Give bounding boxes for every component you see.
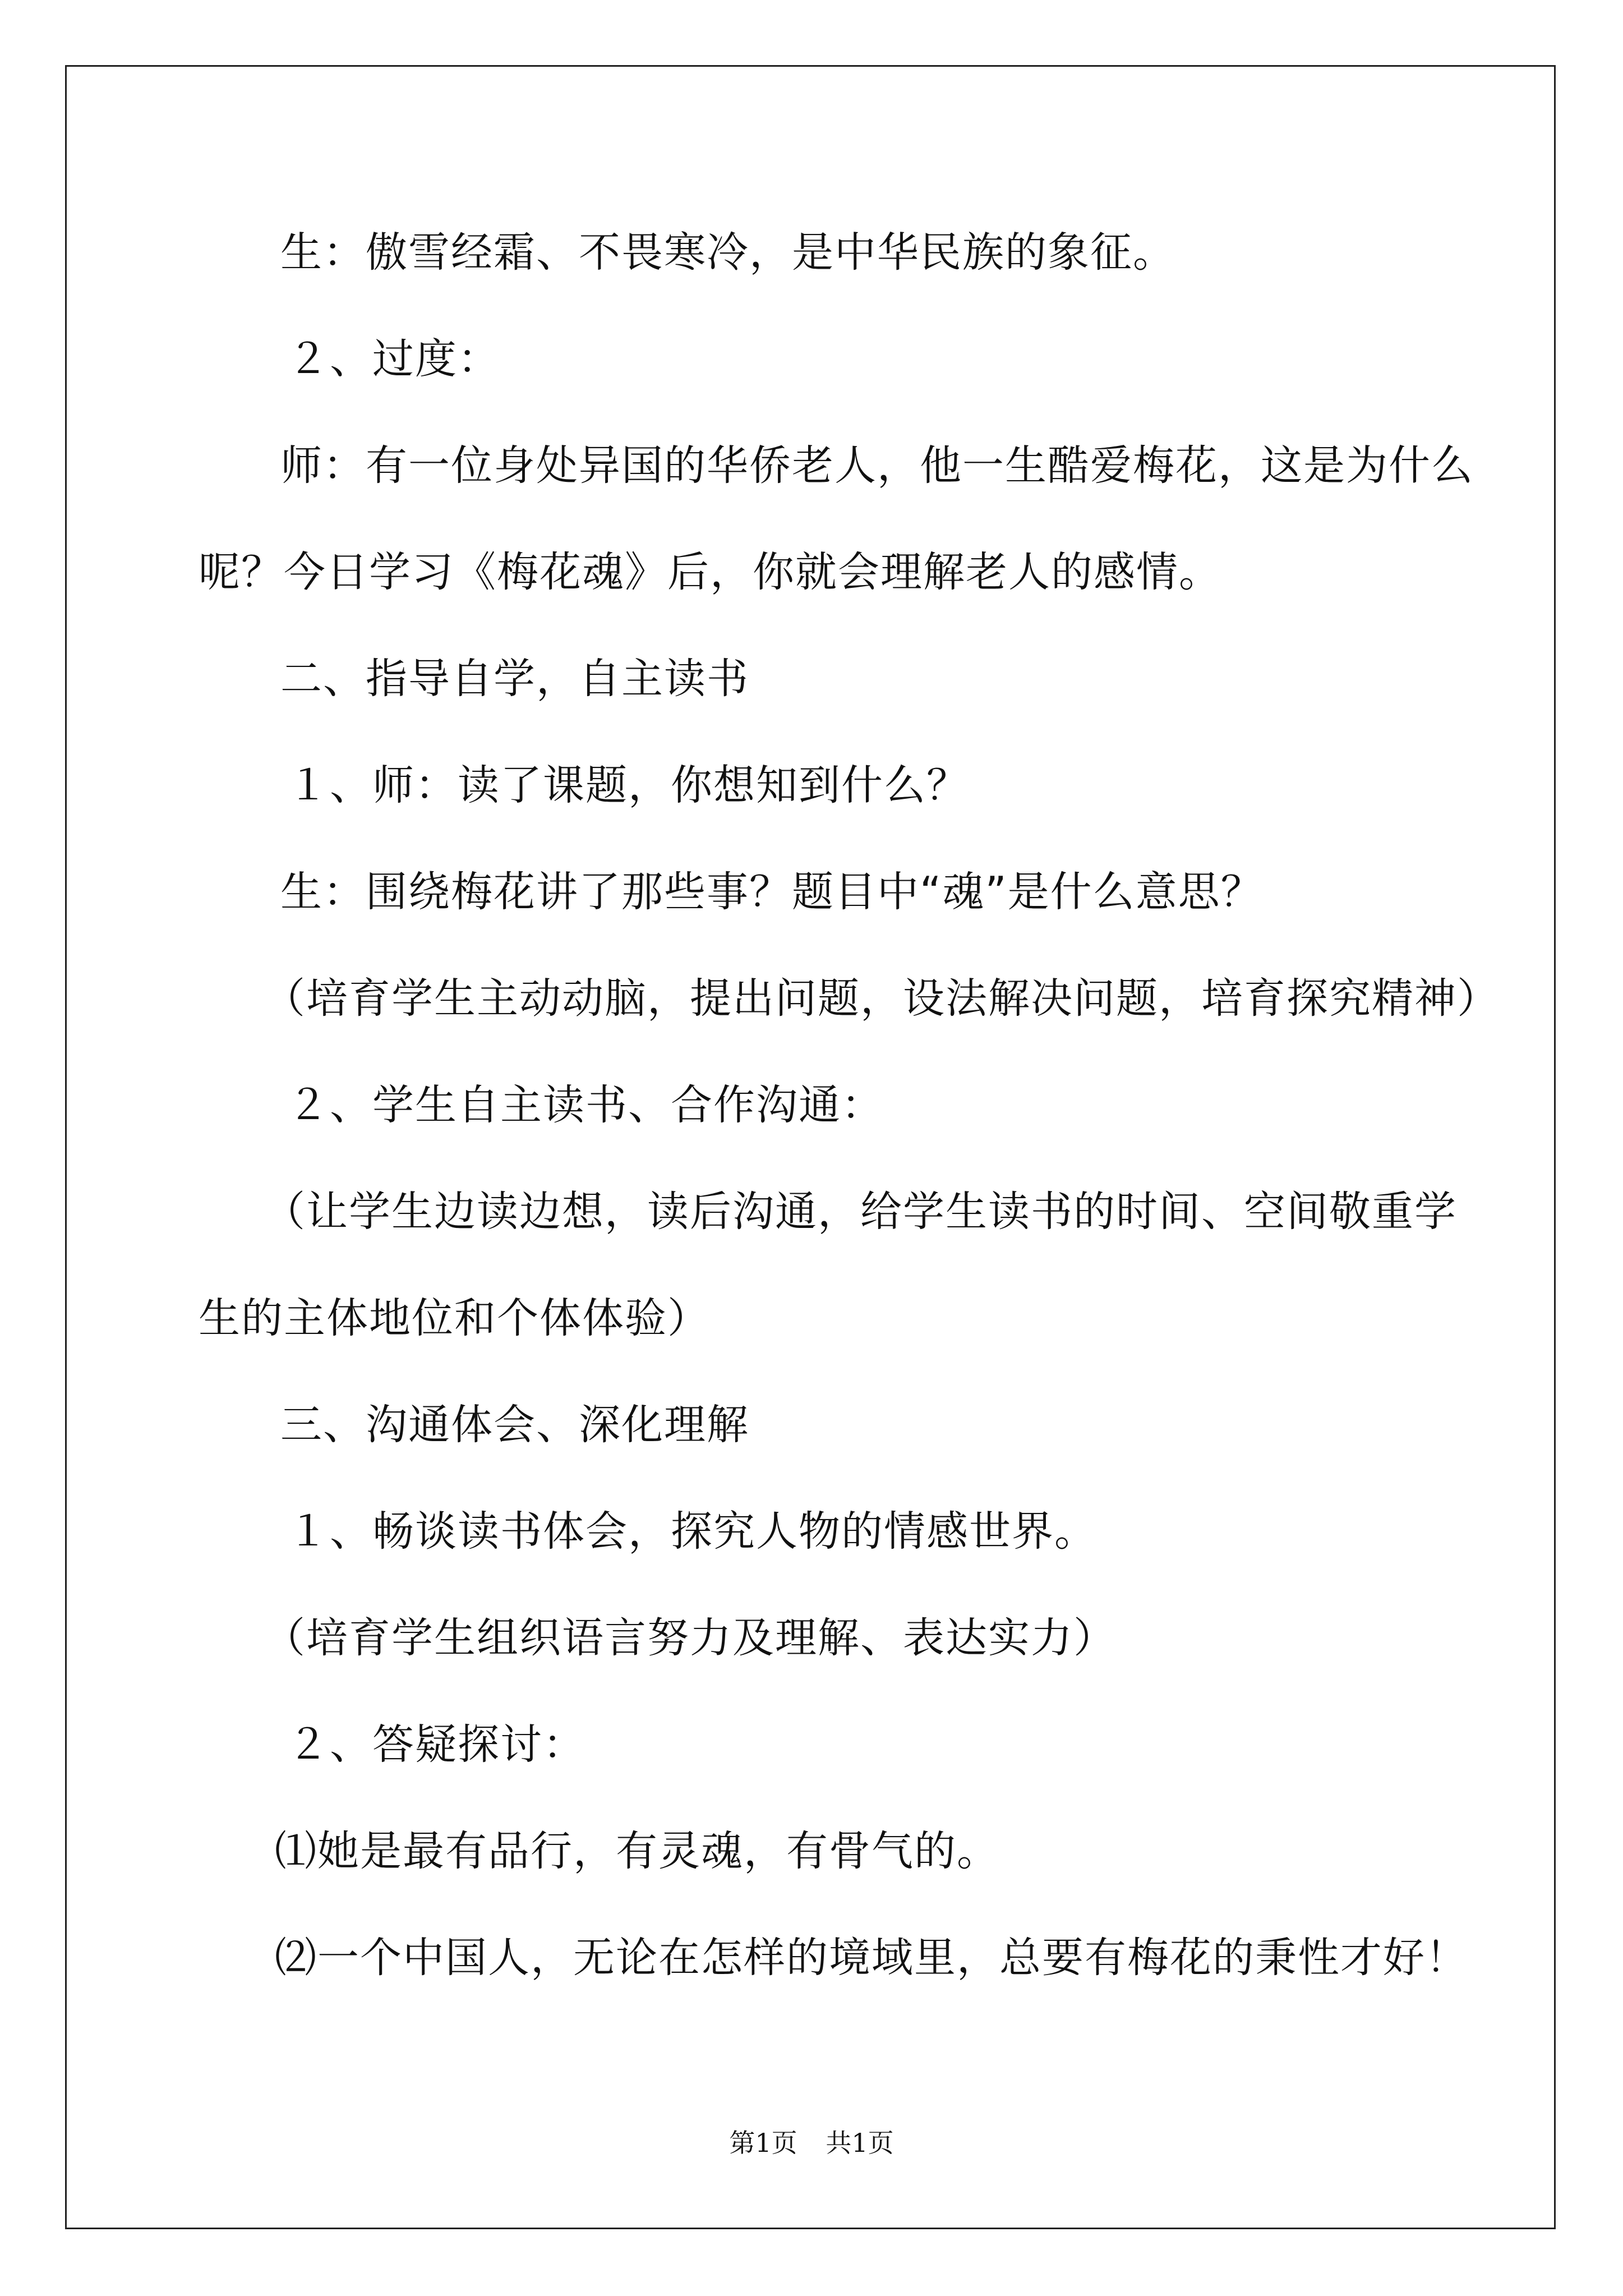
text-line: 呢？今日学习《梅花魂》后，你就会理解老人的感情。 bbox=[199, 548, 1221, 596]
text-line: （培育学生主动动脑，提出问题，设法解决问题，培育探究精神） bbox=[264, 974, 1500, 1023]
text-line: ２、过度： bbox=[287, 335, 500, 383]
page-total: 共1页 bbox=[826, 2128, 894, 2158]
page-footer bbox=[0, 2126, 1623, 2160]
text-line: 生：围绕梅花讲了那些事？题目中“魂”是什么意思？ bbox=[280, 868, 1264, 916]
text-line: 生：傲雪经霜、不畏寒冷，是中华民族的象征。 bbox=[280, 228, 1175, 277]
text-line: 生的主体地位和个体体验） bbox=[199, 1294, 710, 1342]
text-line: 师：有一位身处异国的华侨老人，他一生酷爱梅花，这是为什么 bbox=[280, 441, 1474, 490]
text-line: ⑴她是最有品行，有灵魂，有骨气的。 bbox=[275, 1827, 999, 1875]
text-line: 二、指导自学，自主读书 bbox=[280, 655, 749, 703]
text-line: ２、答疑探讨： bbox=[287, 1720, 585, 1769]
text-line: ⑵一个中国人，无论在怎样的境域里，总要有梅花的秉性才好！ bbox=[275, 1934, 1468, 1982]
text-line: 三、沟通体会、深化理解 bbox=[280, 1401, 749, 1449]
page-number: 第1页 bbox=[729, 2128, 797, 2158]
text-line: １、畅谈读书体会，探究人物的情感世界。 bbox=[287, 1507, 1097, 1556]
text-line: １、师：读了课题，你想知到什么？ bbox=[287, 761, 969, 809]
text-line: （让学生边读边想，读后沟通，给学生读书的时间、空间敬重学 bbox=[264, 1188, 1457, 1236]
text-line: （培育学生组织语言努力及理解、表达实力） bbox=[264, 1614, 1116, 1662]
text-line: ２、学生自主读书、合作沟通： bbox=[287, 1081, 884, 1129]
